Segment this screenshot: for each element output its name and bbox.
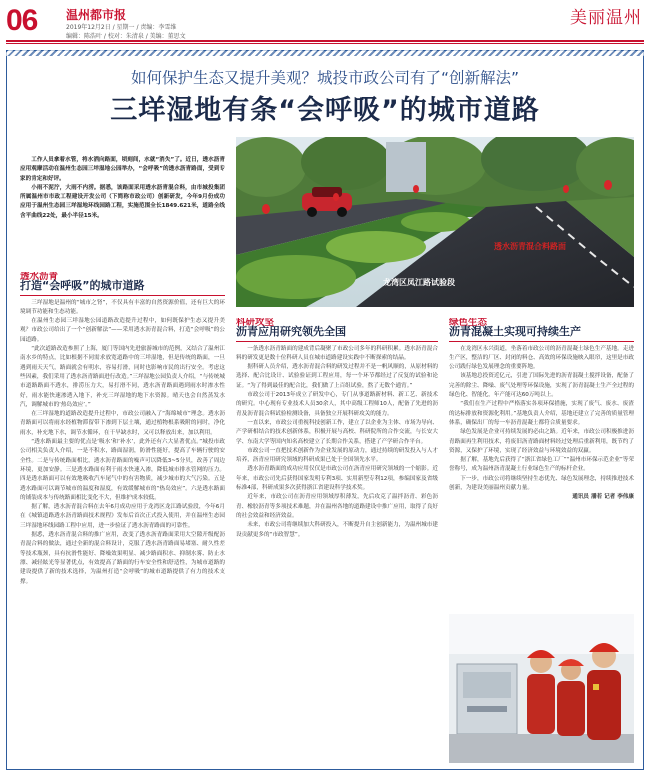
lab-photo	[449, 614, 634, 763]
section-2-title: 沥青应用研究领先全国	[236, 325, 346, 339]
section-1-column	[20, 272, 225, 767]
body-paragraph: 市政公司一直把技术创新作为企业发展的原动力，通过持续的研发投入与人才培养，沥青应用研究领域的科研成果已处于全国领先水平。	[236, 447, 438, 464]
section-title: 美丽温州	[570, 8, 642, 28]
body-paragraph: 市政公司于2013年成立了研发中心，专门从事道路新材料、新工艺、新技术的研究。中心现有专业技术人员30余人，其中高级工程师10人，配备了先进的沥青及沥青混合料试验检测设备，具备独立开展科研攻关的能力。	[236, 392, 438, 417]
article-headline: 三垟湿地有条“会呼吸”的城市道路	[110, 95, 540, 126]
body-paragraph: 一直以来，市政公司重视科技创新工作，建立了以企业为主体、市场为导向、产学研相结合的技术创新体系，积极开展与高校、科研院所的合作交流，与长安大学、东南大学等国内知名高校建立了长期合作关系，搭建了产学研合作平台。	[236, 419, 438, 445]
body-paragraph: “透水路面最主要的优点是‘吸水’和‘补水’，此外还有六大显著优点。”城投市政公司相关负责人介绍，一是不积水，路面湿润，防滑性能好，提高了车辆行驶的安全性。二是与传统路面相比，透水沥青路面的噪声可以降低3~5分贝，改善了周边环境，更加安静。三是透水路面有利于雨水快速入渗，降低城市排水管网的压力。四是透水路面可以有效地吸收汽车尾气中的有害物质，减少城市的大气污染。五是透水路面可以调节城市的温度和湿度，有效缓解城市的“热岛效应”。六是透水路面的铺装成本与传统路面相比变化不大，但维护成本较低。	[20, 439, 225, 501]
body-paragraph: 三垟湿地是温州的“城市之肾”，不仅具有丰富的自然资源价值，还有巨大的环境调节功能和生态功能。	[20, 299, 225, 315]
body-paragraph: 未来，市政公司将继续加大科研投入，不断提升自主创新能力，为温州城市建设贡献更多的“市政智慧”。	[236, 522, 438, 538]
section-2-rule	[236, 341, 438, 342]
body-paragraph: 据悉，透水沥青混合料的推广应用，改变了透水沥青路面采用大空隙开级配沥青混合料的做法，通过全新的混合料设计，克服了透水沥青路面易堵塞、耐久性差等技术瓶颈，具有抗滑性能好、降噪效果明显、减少路面积水、抑制水雾、防止水漂、减轻眩光等显著优点，有效提高了路面的行车安全性和舒适性，为城市道路的建设提供了新的技术选择，为温州打造“会呼吸”的城市道路提供了有力的技术支撑。	[20, 532, 225, 585]
photo-caption-right: 透水沥青混合料路面	[494, 242, 566, 251]
edition-meta: 2019年12月2日 / 星期一 / 责编：李雪维	[66, 24, 177, 31]
body-paragraph: 绿色发展是企业可持续发展的必由之路。近年来，市政公司积极推进沥青路面再生利用技术，将废旧沥青路面材料经过处理后重新利用，既节约了资源，又保护了环境，实现了经济效益与环境效益的双赢。	[449, 429, 634, 454]
section-3-rule	[449, 341, 634, 342]
body-paragraph: 在龙湾区永兴街道，坐落着市政公司的沥青混凝土绿色生产基地。走进生产区，整洁的厂区、封闭的料仓、高效的环保设施映入眼帘，这里是市政公司践行绿色发展理念的重要阵地。	[449, 345, 634, 371]
article-kicker: 如何保护生态又提升美观？城投市政公司有了“创新解法”	[130, 69, 520, 87]
body-paragraph: 在温州生态园三垟湿地公园道路改造提升过程中，如何既保护生态又提升美观？市政公司给出了一个“创新解法”——采用透水沥青混合料，打造“会呼吸”的公园道路。	[20, 318, 225, 343]
editor-meta: 编辑：陈浩叶 / 校对：朱清泉 / 美编：董思文	[66, 33, 186, 40]
body-paragraph: 该基地总投资近亿元，引进了国际先进的沥青混凝土搅拌设备，配备了完善的除尘、降噪、废气处理等环保设施，实现了沥青混凝土生产全过程的绿色化、智能化，年产能可达60万吨以上。	[449, 373, 634, 399]
section-3-tag: 绿色生态	[449, 318, 488, 328]
photo-caption-left: 龙湾区凤江路试验段	[383, 278, 455, 287]
body-paragraph: 下一步，市政公司将继续坚持生态优先、绿色发展理念，持续推进技术创新，为建设美丽温州贡献力量。	[449, 475, 634, 492]
section-1-tag: 透水沥青	[20, 272, 59, 282]
section-1-title: 打造“会呼吸”的城市道路	[20, 279, 145, 293]
section-2-tag: 科研攻坚	[236, 318, 275, 328]
body-paragraph: 在三垟湿地的道路改造提升过程中，市政公司融入了“海绵城市”理念。透水沥青路面可以将雨水经植物滞留带下渗到下层土壤，通过植物根系吸附的同时，净化雨水，补充地下水，调节水循环，在干旱缺水时，又可以释放出来，加以利用。	[20, 411, 225, 436]
header-rule-thin	[6, 43, 644, 44]
body-paragraph: 据了解，透水沥青混合料在去年6月成功应用于龙湾区龙江路试验段，今年6月在《城镇道路透水沥青路面技术规程》发布后首次正式投入使用，并在温州生态园三垟湿地环线园路工程中应用，进一步验证了透水沥青路面的可靠性。	[20, 504, 225, 529]
section-3-title: 沥青混凝土实现可持续生产	[449, 325, 581, 339]
section-1-rule	[20, 295, 225, 296]
section-2-column	[236, 318, 438, 767]
section-3-column	[449, 318, 634, 608]
page-number: 06	[6, 4, 38, 37]
frame-hatch-decoration	[6, 50, 644, 56]
body-paragraph: “我们在生产过程中严格落实各项环保措施，实现了废气、废水、废渣的达标排放和资源化利用。”基地负责人介绍，基地还建立了完善的质量管理体系，确保出厂的每一车沥青混凝土都符合质量要求。	[449, 401, 634, 426]
header-rule	[6, 40, 644, 42]
body-paragraph: 近年来，市政公司在沥青应用领域厚积薄发，先后攻克了温拌沥青、彩色沥青、橡胶沥青等多项技术难题，并在温州各地的道路建设中推广应用，取得了良好的社会效益和经济效益。	[236, 494, 438, 519]
lab-photo-illustration	[449, 614, 634, 763]
road-photo	[236, 137, 634, 307]
body-paragraph: 透水沥青路面的成功应用仅仅是市政公司在沥青应用研究领域的一个缩影。近年来，市政公司先后获得国家发明专利3项、实用新型专利12项，参编国家及省级标准4部，科研成果多次获得浙江省建设科学技术奖。	[236, 466, 438, 492]
body-paragraph: “此次道路改造参照了上海，厦门等国内先进旅游城市的范例，又结合了温州江南水乡的特点，比如根据不同需求放宽道路中的三垟湿地，但是传统的路面，一旦遇到雨天天气，路面就会有明水，容易打滑，同时也影响市民的出行安全。考虑这些因素，我们采用了透水沥青路面进行改造。”三垟湿地公园负责人介绍，“与传统城市道路路面不透水，排涝压力大，易打滑不同，透水沥青路面遇到雨水时渗水性好，雨水能快速渗透入地下，补充三垟湿地的地下水资源。晴天也会自然蒸发水汽，调解城市的‘热岛效应’。”	[20, 346, 225, 408]
masthead	[0, 0, 650, 46]
paper-name: 温州都市报	[66, 8, 127, 22]
lead-block	[20, 156, 225, 272]
byline: 通讯员 潘若 记者 李伟康	[572, 494, 634, 501]
body-paragraph: 一条透水沥青路面的建成背后凝聚了市政公司多年的科研积累。透水沥青混合料的研发更是数十位科研人员在城市道路建设实践中不断探索的结晶。	[236, 345, 438, 361]
lead-paragraph: 小雨不泥泞，大雨不内涝。据悉，该路面采用透水沥青混合料，由市城投集团所属温州市市政工程建设开发公司（下简称市政公司）创新研发，今年9月份成功应用于温州生态园三垟湿地环线园路工程，实施范围全长1849.621米，道路全线含平曲线22处，最小半径15米。	[20, 184, 225, 219]
body-paragraph: 据了解，基地先后获得了“浙江省绿色工厂”“温州市环保示范企业”等荣誉称号，成为温州沥青混凝土行业绿色生产的标杆企业。	[449, 457, 634, 473]
body-paragraph: 据科研人员介绍，透水沥青混合料的研发过程并不是一帆风顺的，从原材料的选择、配合比设计、试验验证到工程应用，每一个环节都经过了反复的试验和论证。“为了得到最佳的配合比，我们做了上百组试验，熬了无数个通宵。”	[236, 364, 438, 389]
lead-paragraph: 工作人员拿着水管，将水洒向路面，顷刻间，水就“消失”了。近日，透水沥青应用观摩活动在温州生态园三垟湿地公园举办，“会呼吸”的透水沥青路面，受到专家的肯定和好评。	[20, 157, 225, 182]
